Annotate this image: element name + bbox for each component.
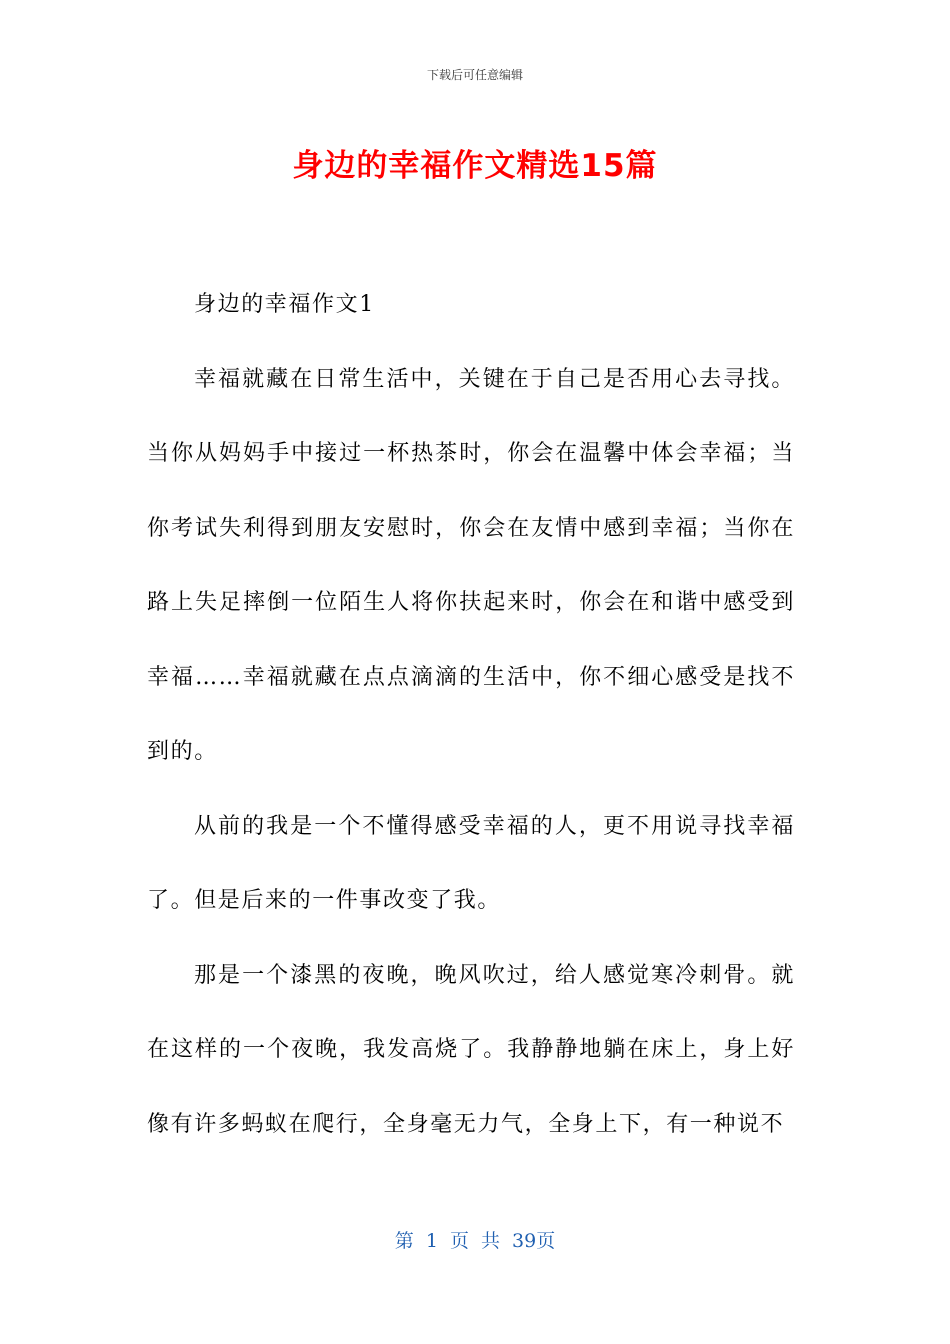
page-number: 第 1 页 共 39页 [394,1230,556,1252]
paragraph: 从前的我是一个不懂得感受幸福的人，更不用说寻找幸福了。但是后来的一件事改变了我。 [147,813,795,913]
paragraph: 那是一个漆黑的夜晚，晚风吹过，给人感觉寒冷刺骨。就在这样的一个夜晚，我发高烧了。我静静地躺在床上，身上好像有许多蚂蚁在爬行，全身毫无力气，全身上下，有一种说不 [147,962,795,1137]
header-note: 下载后可任意编辑 [426,68,523,82]
paragraph: 幸福就藏在日常生活中，关键在于自己是否用心去寻找。当你从妈妈手中接过一杯热茶时，你会在温馨中体会幸福；当你考试失利得到朋友安慰时，你会在友情中感到幸福；当你在路上失足摔倒一位陌生人将你扶起来时，你会在和谐中感受到幸福……幸福就藏在点点滴滴的生活中，你不细心感受是找不到的。 [147,366,795,764]
document-title: 身边的幸福作文精选15篇 [292,148,658,184]
section-heading: 身边的幸福作文1 [194,292,375,317]
document-body [147,268,795,1162]
